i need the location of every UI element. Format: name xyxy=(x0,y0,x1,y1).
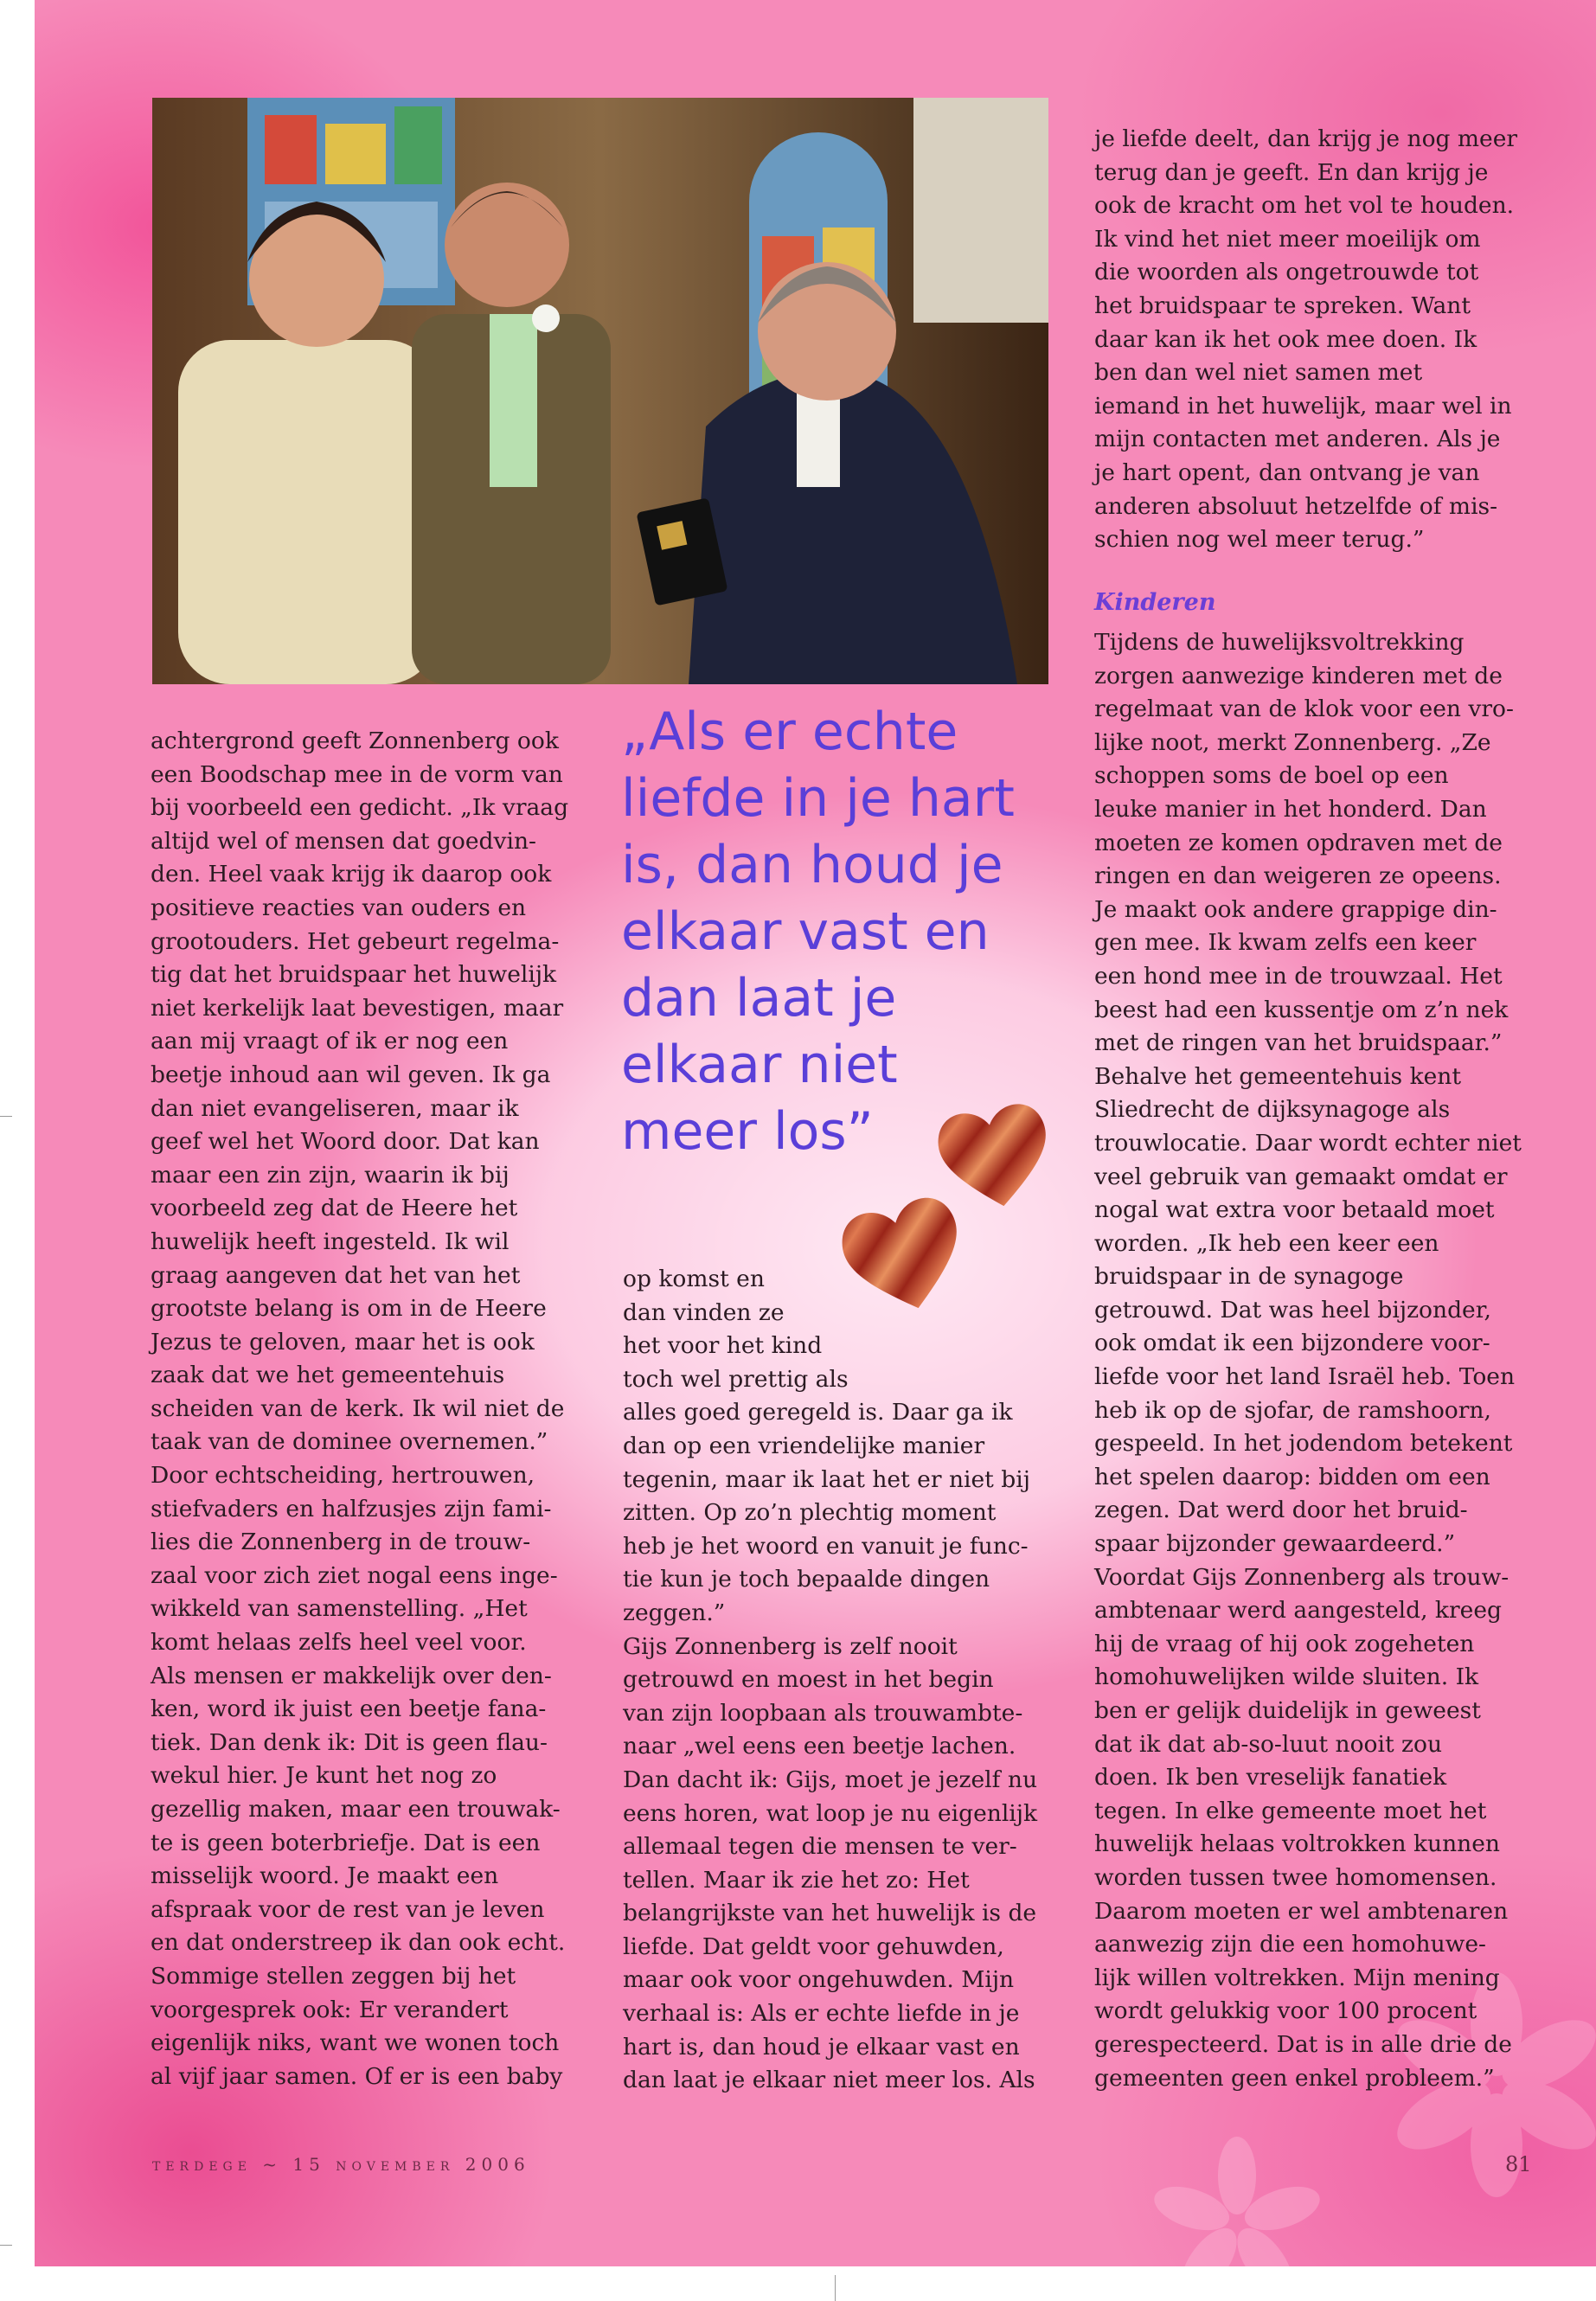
magazine-page xyxy=(35,0,1596,2266)
text-column-3-bottom: Tijdens de huwelijksvoltrekking zorgen aanwezige kinderen met de regelmaat van de klok voor een vro- lijke noot, merkt Zonnenberg. „Ze schoppen soms de boel op een leuke manier in het honderd. Dan moeten ze komen opdraven met de ringen en dan weigeren ze opeens. Je maakt ook andere grappige din- gen mee. Ik kwam zelfs een keer een hond mee in de trouwzaal. Het beest had een kussentje om z’n nek met de ringen van het bruidspaar.” Behalve het gemeentehuis kent Sliedrecht de dijksynagoge als trouwlocatie. Daar wordt echter niet veel gebruik van gemaakt omdat er nogal wat extra voor betaald moet worden. „Ik heb een keer een bruidspaar in de synagoge getrouwd. Dat was heel bijzonder, ook omdat ik een bijzondere voor- liefde voor het land Israël heb. Toen heb ik op de sjofar, de ramshoorn, gespeeld. In het jodendom betekent het spelen daarop: bidden om een zegen. Dat werd door het bruid- spaar bijzonder gewaardeerd.” Voordat Gijs Zonnenberg als trouw- ambtenaar werd aangesteld, kreeg hij de vraag of hij ook zogeheten homohuwelijken wilde sluiten. Ik ben er gelijk duidelijk in geweest dat ik dat ab-so-luut nooit zou doen. Ik ben vreselijk fanatiek tegen. In elke gemeente moet het huwelijk helaas voltrokken kunnen worden tussen twee homomensen. Daarom moeten er wel ambtenaren aanwezig zijn die een homohuwe- lijk willen voltrekken. Mijn mening wordt gelukkig voor 100 procent gerespecteerd. Dat is in alle drie de gemeenten geen enkel probleem.” xyxy=(1094,629,1522,2092)
text-column-1: achtergrond geeft Zonnenberg ook een Boodschap mee in de vorm van bij voorbeeld een gedicht. „Ik vraag altijd wel of mensen dat goedvin- den. Heel vaak krijg ik daarop ook positieve reacties van ouders en grootouders. Het gebeurt regelma- tig dat het bruidspaar het huwelijk niet kerkelijk laat bevestigen, maar aan mij vraagt of ik er nog een beetje inhoud aan wil geven. Ik ga dan niet evangeliseren, maar ik geef wel het Woord door. Dat kan maar een zin zijn, waarin ik bij voorbeeld zeg dat de Heere het huwelijk heeft ingesteld. Ik wil graag aangeven dat het van het grootste belang is om in de Heere Jezus te geloven, maar het is ook zaak dat we het gemeentehuis scheiden van de kerk. Ik wil niet de taak van de dominee overnemen.” Door echtscheiding, hertrouwen, stiefvaders en halfzusjes zijn fami- lies die Zonnenberg in de trouw- zaal voor zich ziet nogal eens inge- wikkeld van samenstelling. „Het komt helaas zelfs heel veel voor. Als mensen er makkelijk over den- ken, word ik juist een beetje fana- tiek. Dan denk ik: Dit is geen flau- wekul hier. Je kunt het nog zo gezellig maken, maar een trouwak- te is geen boterbriefje. Dat is een misselijk woord. Je maakt een afspraak voor de rest van je leven en dat onderstreep ik dan ook echt. Sommige stellen zeggen bij het voorgesprek ook: Er verandert eigenlijk niks, want we wonen toch al vijf jaar samen. Of er is een baby xyxy=(151,727,569,2090)
flower-decoration-icon xyxy=(1151,2137,1324,2266)
subheading-kinderen: Kinderen xyxy=(1094,589,1216,616)
footer-issue: terdege ~ 15 november 2006 xyxy=(152,2154,530,2175)
page-number: 81 xyxy=(1505,2152,1532,2176)
text-column-3-top: je liefde deelt, dan krijg je nog meer terug dan je geeft. En dan krijg je ook de kracht om het vol te houden. Ik vind het niet meer moeilijk om die woorden als ongetrouwde tot het bruidspaar te spreken. Want daar kan ik het ook mee doen. Ik ben dan wel niet samen met iemand in het huwelijk, maar wel in mijn contacten met anderen. Als je je hart opent, dan ontvang je van anderen absoluut hetzelfde of mis- schien nog wel meer terug.” xyxy=(1094,125,1518,554)
wedding-photo xyxy=(152,98,1048,684)
crop-mark xyxy=(0,1116,12,1117)
crop-mark xyxy=(835,2275,836,2301)
text-column-2: op komst en dan vinden ze het voor het kind toch wel prettig als alles goed geregeld is. Daar ga ik dan op een vriendelijke manier tegenin, maar ik laat het er niet bij zitten. Op zo’n plechtig moment heb je het woord en vanuit je func- tie kun je toch bepaalde dingen zeggen.” Gijs Zonnenberg is zelf nooit getrouwd en moest in het begin van zijn loopbaan als trouwambte- naar „wel eens een beetje lachen. Dan dacht ik: Gijs, moet je jezelf nu eens horen, wat loop je nu eigenlijk allemaal tegen die mensen te ver- tellen. Maar ik zie het zo: Het belangrijkste van het huwelijk is de liefde. Dat geldt voor gehuwden, maar ook voor ongehuwden. Mijn verhaal is: Als er echte liefde in je hart is, dan houd je elkaar vast en dan laat je elkaar niet meer los. Als xyxy=(623,1266,1038,2094)
pull-quote: „Als er echte liefde in je hart is, dan houd je elkaar vast en dan laat je elkaar niet meer los” xyxy=(621,702,1015,1162)
crop-mark xyxy=(0,2245,12,2246)
